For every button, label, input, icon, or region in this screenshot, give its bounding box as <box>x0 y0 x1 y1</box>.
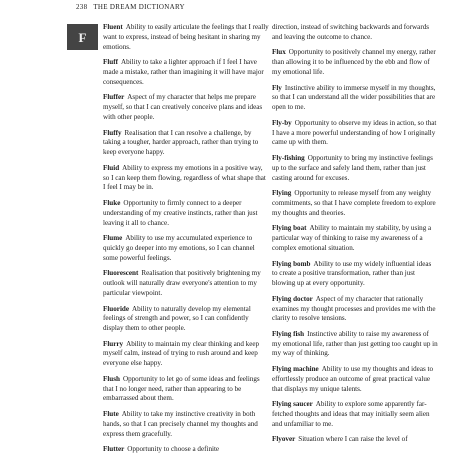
entry-term: Flume <box>103 234 123 243</box>
entry-term: Fluffy <box>103 128 122 137</box>
running-title: THE DREAM DICTIONARY <box>93 3 185 11</box>
left-column <box>103 23 269 461</box>
entry-definition: Ability to take my instinctive creativity in both hands, so that I can precisely channel my thoughts and express them gracefully. <box>103 410 258 438</box>
dictionary-entry <box>103 129 269 158</box>
entry-term: Flutter <box>103 445 125 454</box>
dictionary-entry <box>103 23 269 52</box>
entry-definition: Opportunity to release myself from any weighty commitments, so that I have complete freedom to explore my thoughts and theories. <box>272 189 436 217</box>
entry-term: Flying fish <box>272 329 305 338</box>
entry-term: Flying <box>272 189 292 198</box>
entry-term: Fluent <box>103 23 123 31</box>
dictionary-entry <box>103 199 269 228</box>
entry-term: Fluff <box>103 58 118 67</box>
dictionary-entry <box>272 260 438 289</box>
entry-term: Flute <box>103 410 119 419</box>
entry-definition: Opportunity to positively channel my energy, rather than allowing it to be influenced by the ebb and flow of my emotional life. <box>272 48 436 76</box>
dictionary-entry <box>272 400 438 429</box>
entry-term: Fluffer <box>103 93 125 102</box>
entry-term: Fluorescent <box>103 269 139 278</box>
entry-definition: Opportunity to firmly connect to a deeper understanding of my creative instincts, rather than just leaving it all to chance. <box>103 198 258 227</box>
entry-definition: Realisation that I can resolve a challenge, by taking a tougher, harder approach, rather than trying to keep everyone happy. <box>103 128 259 157</box>
dictionary-entry <box>103 93 269 122</box>
entry-term: Fly-fishing <box>272 153 305 162</box>
dictionary-entry <box>272 119 438 148</box>
entry-term: Flying saucer <box>272 400 313 409</box>
dictionary-entry <box>272 365 438 394</box>
entry-term: Flurry <box>103 339 124 348</box>
entry-term: Flying doctor <box>272 294 313 303</box>
entry-term: Flying bomb <box>272 259 311 268</box>
dictionary-entry <box>103 269 269 298</box>
entry-term: Fluke <box>103 198 121 207</box>
dictionary-entry <box>272 330 438 359</box>
entry-definition: Opportunity to bring my instinctive feelings up to the surface and safely land them, rather than just casting around for excuses. <box>272 153 433 182</box>
dictionary-entry <box>103 164 269 193</box>
dictionary-entry <box>103 410 269 439</box>
entry-definition: Ability to express my emotions in a positive way, so I can keep them flowing, regardless of what shape that I feel I may be in. <box>103 163 266 192</box>
entry-definition: Instinctive ability to raise my awareness of my emotional life, rather than just getting too caught up in my way of thinking. <box>272 329 438 358</box>
entry-definition: Ability to use my accumulated experience to quickly go deeper into my emotions, so I can channel some powerful feelings. <box>103 234 255 262</box>
entry-definition: Aspect of my character that helps me prepare myself, so that I can creatively conceive plans and ideas with other people. <box>103 93 263 121</box>
dictionary-entry <box>272 224 438 253</box>
dictionary-entry <box>272 295 438 324</box>
dictionary-entry <box>272 435 438 445</box>
entry-definition: Instinctive ability to immerse myself in my thoughts, so that I can understand all the wider possibilities that are open to me. <box>272 83 436 112</box>
entry-definition: Ability to maintain my stability, by using a particular way of thinking to raise my awareness of a complex emotional situation. <box>272 224 432 252</box>
entry-definition: Opportunity to let go of some ideas and feelings that I no longer need, rather than appearing to be embarrassed about them. <box>103 374 260 403</box>
entry-definition: Ability to easily articulate the feelings that I really want to express, instead of being hesitant in sharing my emotions. <box>103 23 269 51</box>
dictionary-entry <box>103 445 269 455</box>
entry-definition: Ability to explore some apparently far-fetched thoughts and ideas that may initially seem alien and unfamiliar to me. <box>272 400 430 428</box>
dictionary-entry <box>272 84 438 113</box>
entry-definition: Situation where I can raise the level of <box>298 435 408 444</box>
dictionary-entry <box>103 234 269 263</box>
entry-definition: Ability to take a lighter approach if I feel I have made a mistake, rather than imagining it will have major consequences. <box>103 58 264 86</box>
section-letter: F <box>78 29 87 45</box>
entry-term: Fly <box>272 83 282 92</box>
entry-definition: Aspect of my character that rationally examines my thought processes and provides me with the clarity to resolve tensions. <box>272 294 436 323</box>
dictionary-entry <box>103 340 269 369</box>
entry-definition: Ability to maintain my clear thinking and keep myself calm, instead of trying to rush around and keep everyone else happy. <box>103 339 260 368</box>
dictionary-entry <box>103 58 269 87</box>
page-number: 238 <box>76 3 88 11</box>
entry-definition: Ability to use my widely influential ideas to create a positive transformation, rather than just blowing up at every opportunity. <box>272 259 432 288</box>
dictionary-entry <box>272 23 438 43</box>
entry-definition: Ability to use my thoughts and ideas to effortlessly produce an outcome of great practical value that displays my unique talents. <box>272 365 434 393</box>
right-column <box>272 23 438 451</box>
entry-term: Flux <box>272 48 286 57</box>
entry-term: Fluoride <box>103 304 130 313</box>
entry-definition: Opportunity to observe my ideas in action, so that I have a more powerful understanding of how I originally came up with them. <box>272 118 437 147</box>
entry-term: Fly-by <box>272 118 292 127</box>
entry-term: Fluid <box>103 163 120 172</box>
entry-term: Flying boat <box>272 224 307 233</box>
entry-term: Flyover <box>272 435 296 444</box>
dictionary-entry <box>103 375 269 404</box>
entry-definition: Ability to naturally develop my elemental feelings of strength and power, so I can confidently display them to other people. <box>103 304 251 333</box>
entry-definition: Realisation that positively brightening my outlook will naturally draw everyone's attention to my particular viewpoint. <box>103 269 261 297</box>
dictionary-entry <box>103 305 269 334</box>
running-header <box>76 3 185 11</box>
section-letter-tab <box>67 24 98 50</box>
entry-definition: Opportunity to choose a definite <box>127 445 220 454</box>
dictionary-entry <box>272 189 438 218</box>
dictionary-entry <box>272 154 438 183</box>
entry-term: Flying machine <box>272 365 319 374</box>
entry-definition: direction, instead of switching backwards and forwards and leaving the outcome to chance. <box>272 23 430 41</box>
dictionary-entry <box>272 48 438 77</box>
entry-term: Flush <box>103 374 120 383</box>
